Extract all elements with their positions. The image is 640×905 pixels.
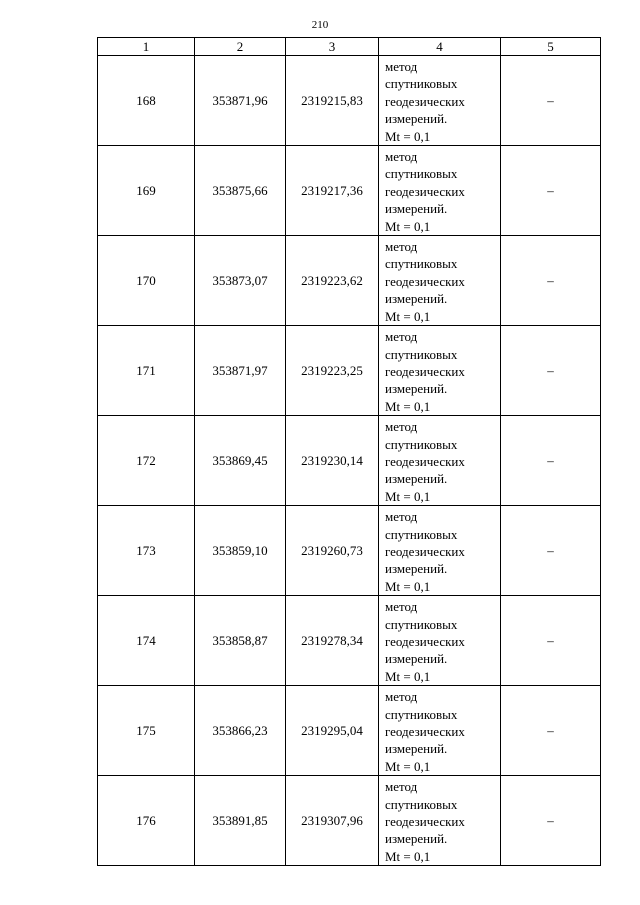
method-text-line: геодезических xyxy=(385,363,465,379)
point-number-cell: 174 xyxy=(98,596,195,686)
y-coordinate-cell: 2319223,25 xyxy=(286,326,379,416)
method-text-line: Mt = 0,1 xyxy=(385,758,431,774)
table-row xyxy=(98,416,601,506)
method-text-line: метод xyxy=(385,779,418,795)
method-cell xyxy=(379,686,501,776)
method-text-line: метод xyxy=(385,59,418,74)
column-header-1: 1 xyxy=(98,38,195,56)
method-text-line: спутниковых xyxy=(385,76,458,92)
table-row xyxy=(98,56,601,146)
method-cell xyxy=(379,146,501,236)
method-text-line: метод xyxy=(385,149,418,165)
point-number-cell: 175 xyxy=(98,686,195,776)
x-coordinate-cell: 353891,85 xyxy=(195,776,286,866)
x-coordinate-cell: 353871,96 xyxy=(195,56,286,146)
method-text-line: Mt = 0,1 xyxy=(385,848,431,864)
method-text-line: Mt = 0,1 xyxy=(385,668,431,684)
method-text-line: геодезических xyxy=(385,453,465,469)
method-text-line: спутниковых xyxy=(385,706,458,722)
column-header-4: 4 xyxy=(379,38,501,56)
note-cell: – xyxy=(501,506,601,596)
point-number-cell: 170 xyxy=(98,236,195,326)
method-text-line: спутниковых xyxy=(385,436,458,452)
y-coordinate-cell: 2319230,14 xyxy=(286,416,379,506)
column-header-5: 5 xyxy=(501,38,601,56)
method-text-line: метод xyxy=(385,509,418,525)
method-text-line: измерений. xyxy=(385,561,448,577)
method-cell xyxy=(379,236,501,326)
column-header-3: 3 xyxy=(286,38,379,56)
method-cell xyxy=(379,506,501,596)
note-cell: – xyxy=(501,56,601,146)
y-coordinate-cell: 2319223,62 xyxy=(286,236,379,326)
method-text-line: спутниковых xyxy=(385,256,458,272)
point-number-cell: 172 xyxy=(98,416,195,506)
method-text-line: геодезических xyxy=(385,724,465,740)
y-coordinate-cell: 2319278,34 xyxy=(286,596,379,686)
table-row xyxy=(98,776,601,866)
method-text-line: измерений. xyxy=(385,651,448,667)
point-number-cell: 169 xyxy=(98,146,195,236)
method-text-line: Mt = 0,1 xyxy=(385,128,431,144)
note-cell: – xyxy=(501,326,601,416)
y-coordinate-cell: 2319217,36 xyxy=(286,146,379,236)
method-text-line: спутниковых xyxy=(385,166,458,182)
method-text-line: Mt = 0,1 xyxy=(385,308,431,324)
method-text-line: Mt = 0,1 xyxy=(385,578,431,594)
method-text-line: спутниковых xyxy=(385,346,458,362)
method-text-line: спутниковых xyxy=(385,616,458,632)
method-text-line: измерений. xyxy=(385,291,448,307)
note-cell: – xyxy=(501,416,601,506)
column-header-2: 2 xyxy=(195,38,286,56)
table-row xyxy=(98,596,601,686)
y-coordinate-cell: 2319307,96 xyxy=(286,776,379,866)
table-row xyxy=(98,146,601,236)
method-text-line: измерений. xyxy=(385,471,448,487)
method-cell xyxy=(379,416,501,506)
method-text-line: геодезических xyxy=(385,634,465,649)
x-coordinate-cell: 353875,66 xyxy=(195,146,286,236)
method-text-line: геодезических xyxy=(385,93,465,109)
page-number: 210 xyxy=(311,19,329,31)
x-coordinate-cell: 353858,87 xyxy=(195,596,286,686)
method-text-line: геодезических xyxy=(385,183,465,199)
method-text-line: геодезических xyxy=(385,814,465,830)
coordinates-table xyxy=(97,37,601,866)
x-coordinate-cell: 353871,97 xyxy=(195,326,286,416)
method-text-line: геодезических xyxy=(385,543,465,559)
method-cell xyxy=(379,776,501,866)
method-text-line: спутниковых xyxy=(385,796,458,812)
table-row xyxy=(98,506,601,596)
x-coordinate-cell: 353866,23 xyxy=(195,686,286,776)
method-text-line: метод xyxy=(385,599,418,615)
y-coordinate-cell: 2319215,83 xyxy=(286,56,379,146)
method-text-line: измерений. xyxy=(385,741,448,757)
method-text-line: измерений. xyxy=(385,201,448,217)
method-cell xyxy=(379,326,501,416)
method-text-line: метод xyxy=(385,419,418,435)
x-coordinate-cell: 353869,45 xyxy=(195,416,286,506)
y-coordinate-cell: 2319295,04 xyxy=(286,686,379,776)
method-text-line: измерений. xyxy=(385,831,448,847)
note-cell: – xyxy=(501,236,601,326)
x-coordinate-cell: 353873,07 xyxy=(195,236,286,326)
method-text-line: Mt = 0,1 xyxy=(385,398,431,414)
point-number-cell: 173 xyxy=(98,506,195,596)
point-number-cell: 176 xyxy=(98,776,195,866)
table-body xyxy=(98,56,601,866)
method-cell xyxy=(379,596,501,686)
method-text-line: геодезических xyxy=(385,273,465,289)
note-cell: – xyxy=(501,686,601,776)
method-text-line: метод xyxy=(385,329,418,345)
point-number-cell: 168 xyxy=(98,56,195,146)
note-cell: – xyxy=(501,596,601,686)
note-cell: – xyxy=(501,146,601,236)
table-row xyxy=(98,236,601,326)
method-text-line: метод xyxy=(385,239,418,255)
note-cell: – xyxy=(501,776,601,866)
x-coordinate-cell: 353859,10 xyxy=(195,506,286,596)
method-text-line: измерений. xyxy=(385,381,448,397)
point-number-cell: 171 xyxy=(98,326,195,416)
method-text-line: Mt = 0,1 xyxy=(385,488,431,504)
y-coordinate-cell: 2319260,73 xyxy=(286,506,379,596)
method-text-line: Mt = 0,1 xyxy=(385,218,431,234)
method-text-line: спутниковых xyxy=(385,526,458,542)
table-row xyxy=(98,686,601,776)
method-cell xyxy=(379,56,501,146)
method-text-line: метод xyxy=(385,689,418,705)
header-row xyxy=(98,38,601,56)
table-row xyxy=(98,326,601,416)
method-text-line: измерений. xyxy=(385,111,448,127)
